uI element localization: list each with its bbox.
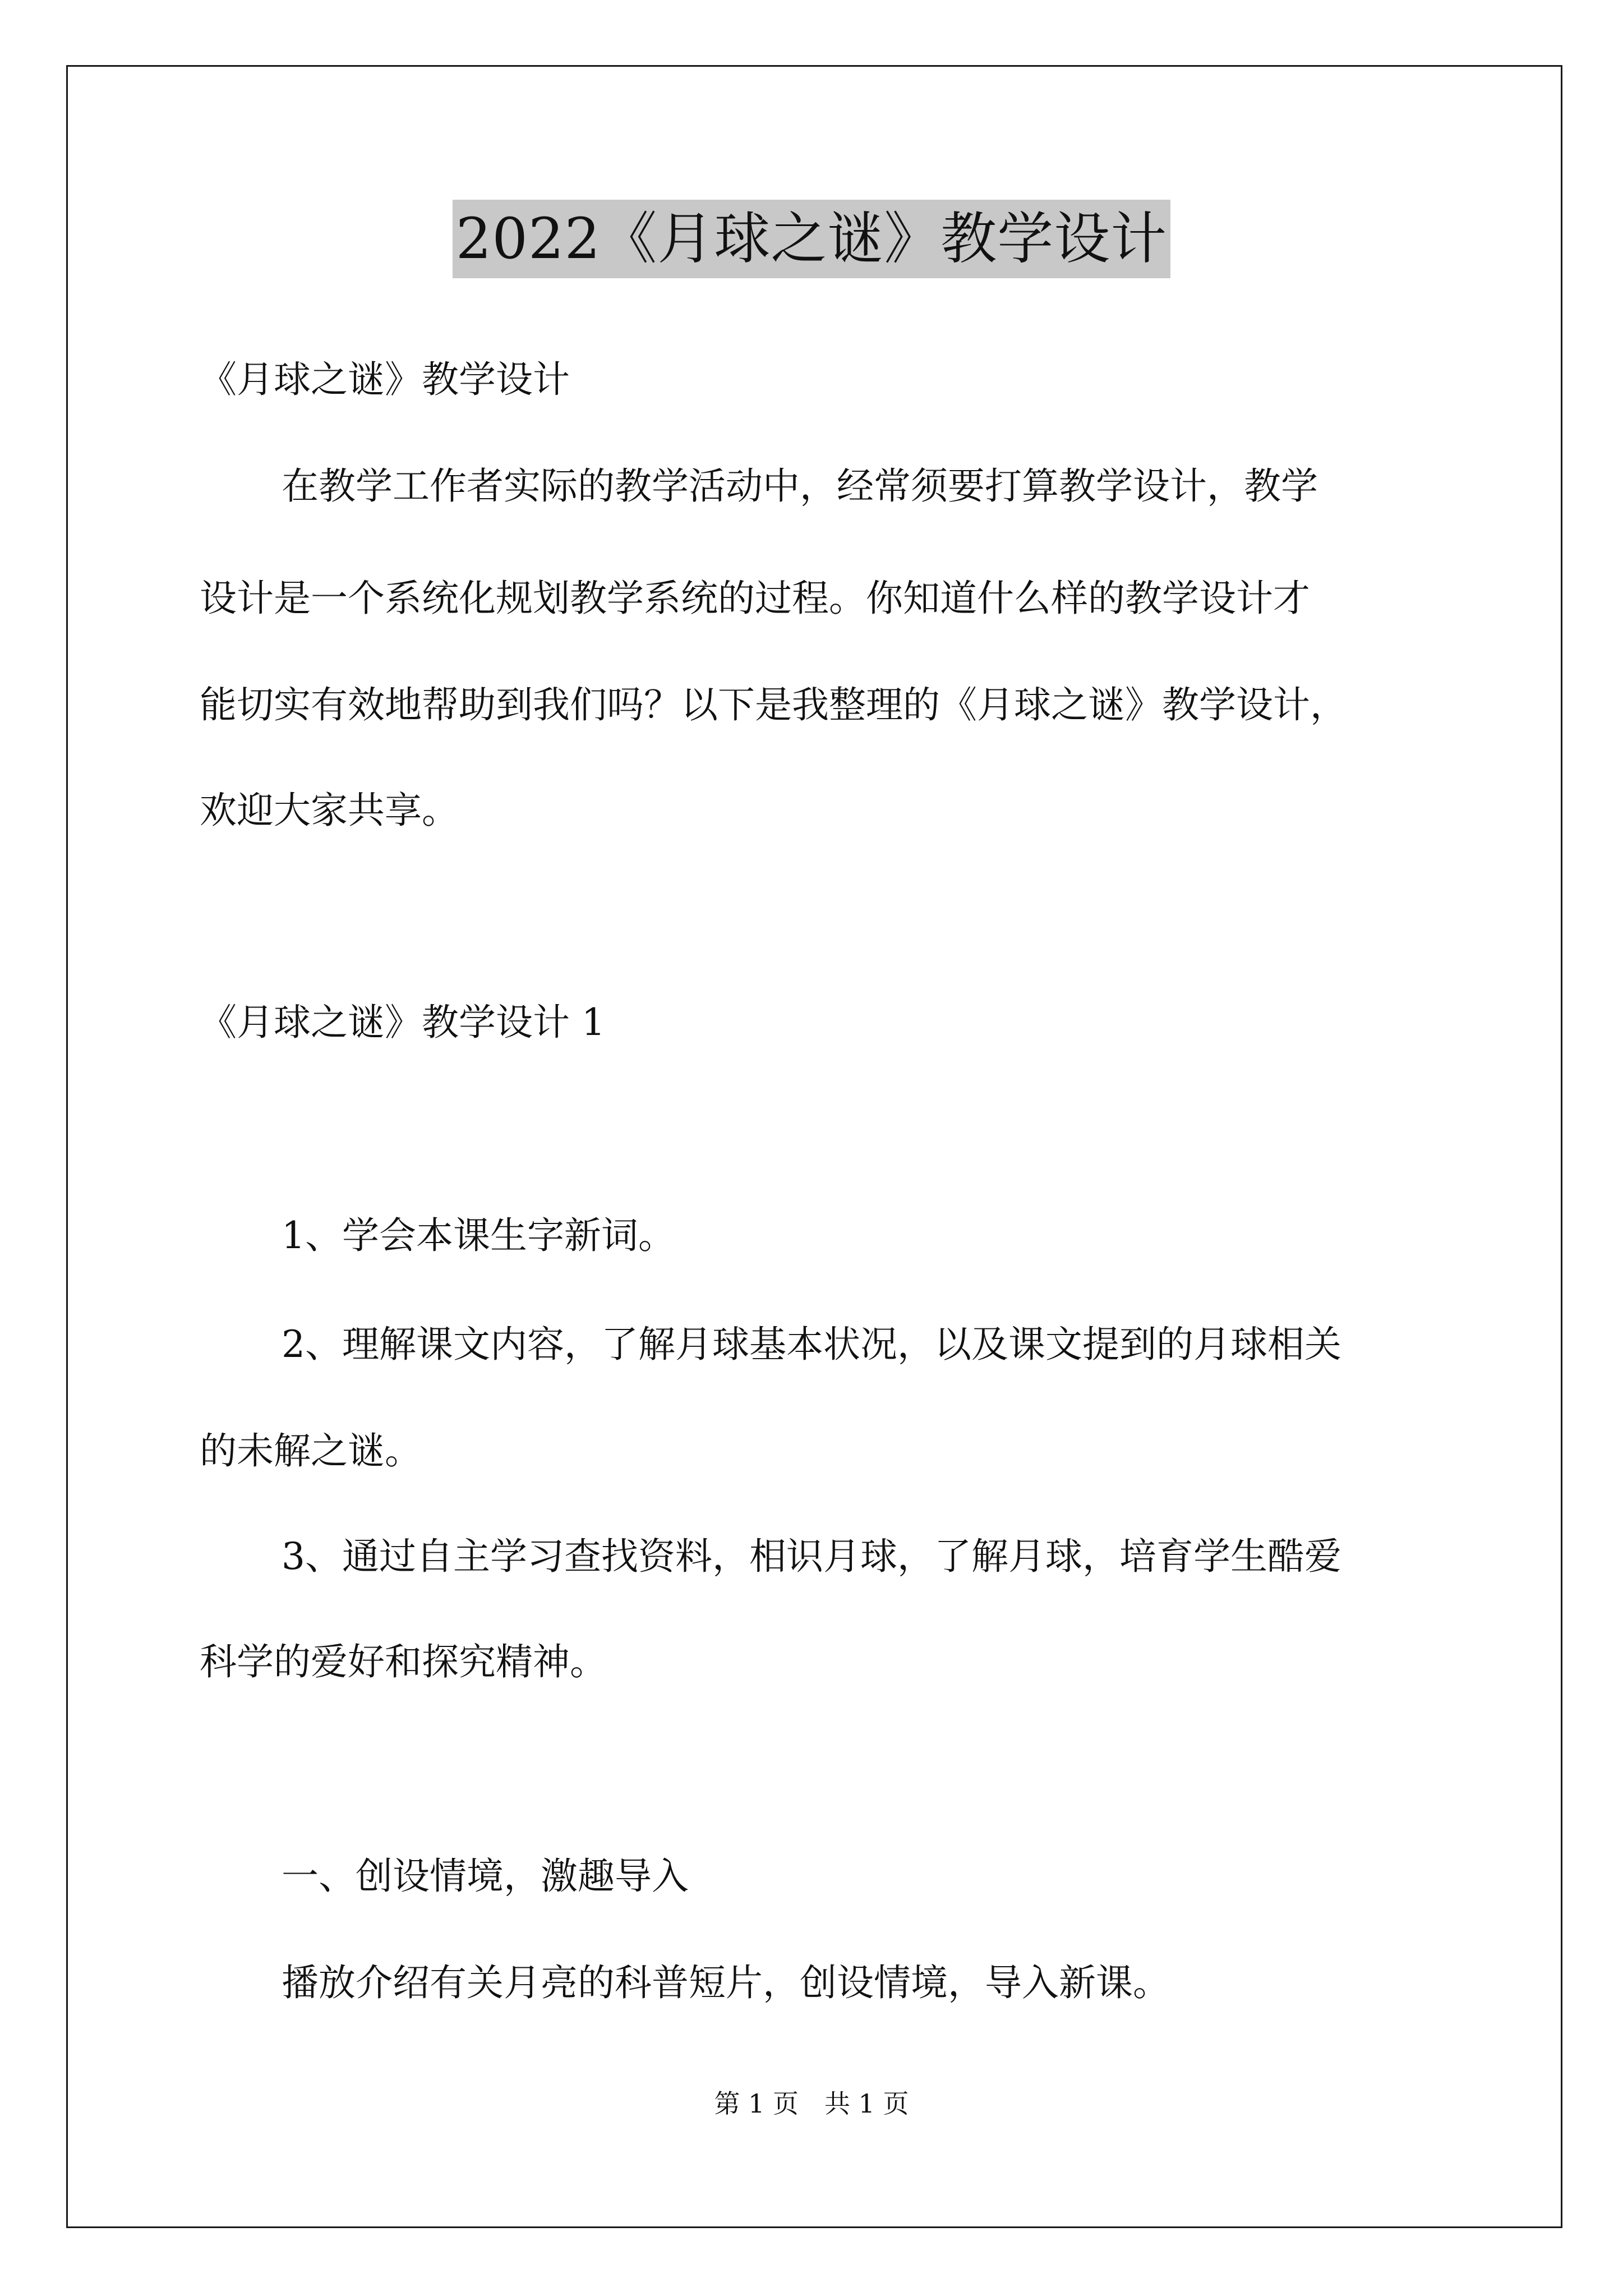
step-1-heading: 一、创设情境，激趣导入 [282, 1855, 689, 1898]
section-heading: 《月球之谜》教学设计 1 [200, 1001, 605, 1044]
document-title: 2022《月球之谜》教学设计 [453, 200, 1171, 278]
page-number-footer: 第 1 页 共 1 页 [714, 2088, 909, 2119]
goal-1-line-1: 1、学会本课生字新词。 [282, 1214, 675, 1257]
intro-line-1: 在教学工作者实际的教学活动中，经常须要打算教学设计，教学 [282, 464, 1318, 508]
step-1-text: 播放介绍有关月亮的科普短片，创设情境，导入新课。 [282, 1961, 1170, 2004]
goal-2-line-2: 的未解之谜。 [200, 1429, 422, 1473]
goal-3-line-1: 3、通过自主学习查找资料，相识月球，了解月球，培育学生酷爱 [282, 1535, 1341, 1578]
goal-3-line-2: 科学的爱好和探究精神。 [200, 1640, 607, 1683]
intro-line-4: 欢迎大家共享。 [200, 789, 459, 832]
title-container [0, 200, 1623, 278]
intro-line-2: 设计是一个系统化规划教学系统的过程。你知道什么样的教学设计才 [200, 577, 1310, 620]
intro-line-3: 能切实有效地帮助到我们吗？以下是我整理的《月球之谜》教学设计， [200, 683, 1347, 726]
document-subtitle: 《月球之谜》教学设计 [200, 358, 570, 401]
goal-2-line-1: 2、理解课文内容，了解月球基本状况，以及课文提到的月球相关 [282, 1323, 1341, 1366]
